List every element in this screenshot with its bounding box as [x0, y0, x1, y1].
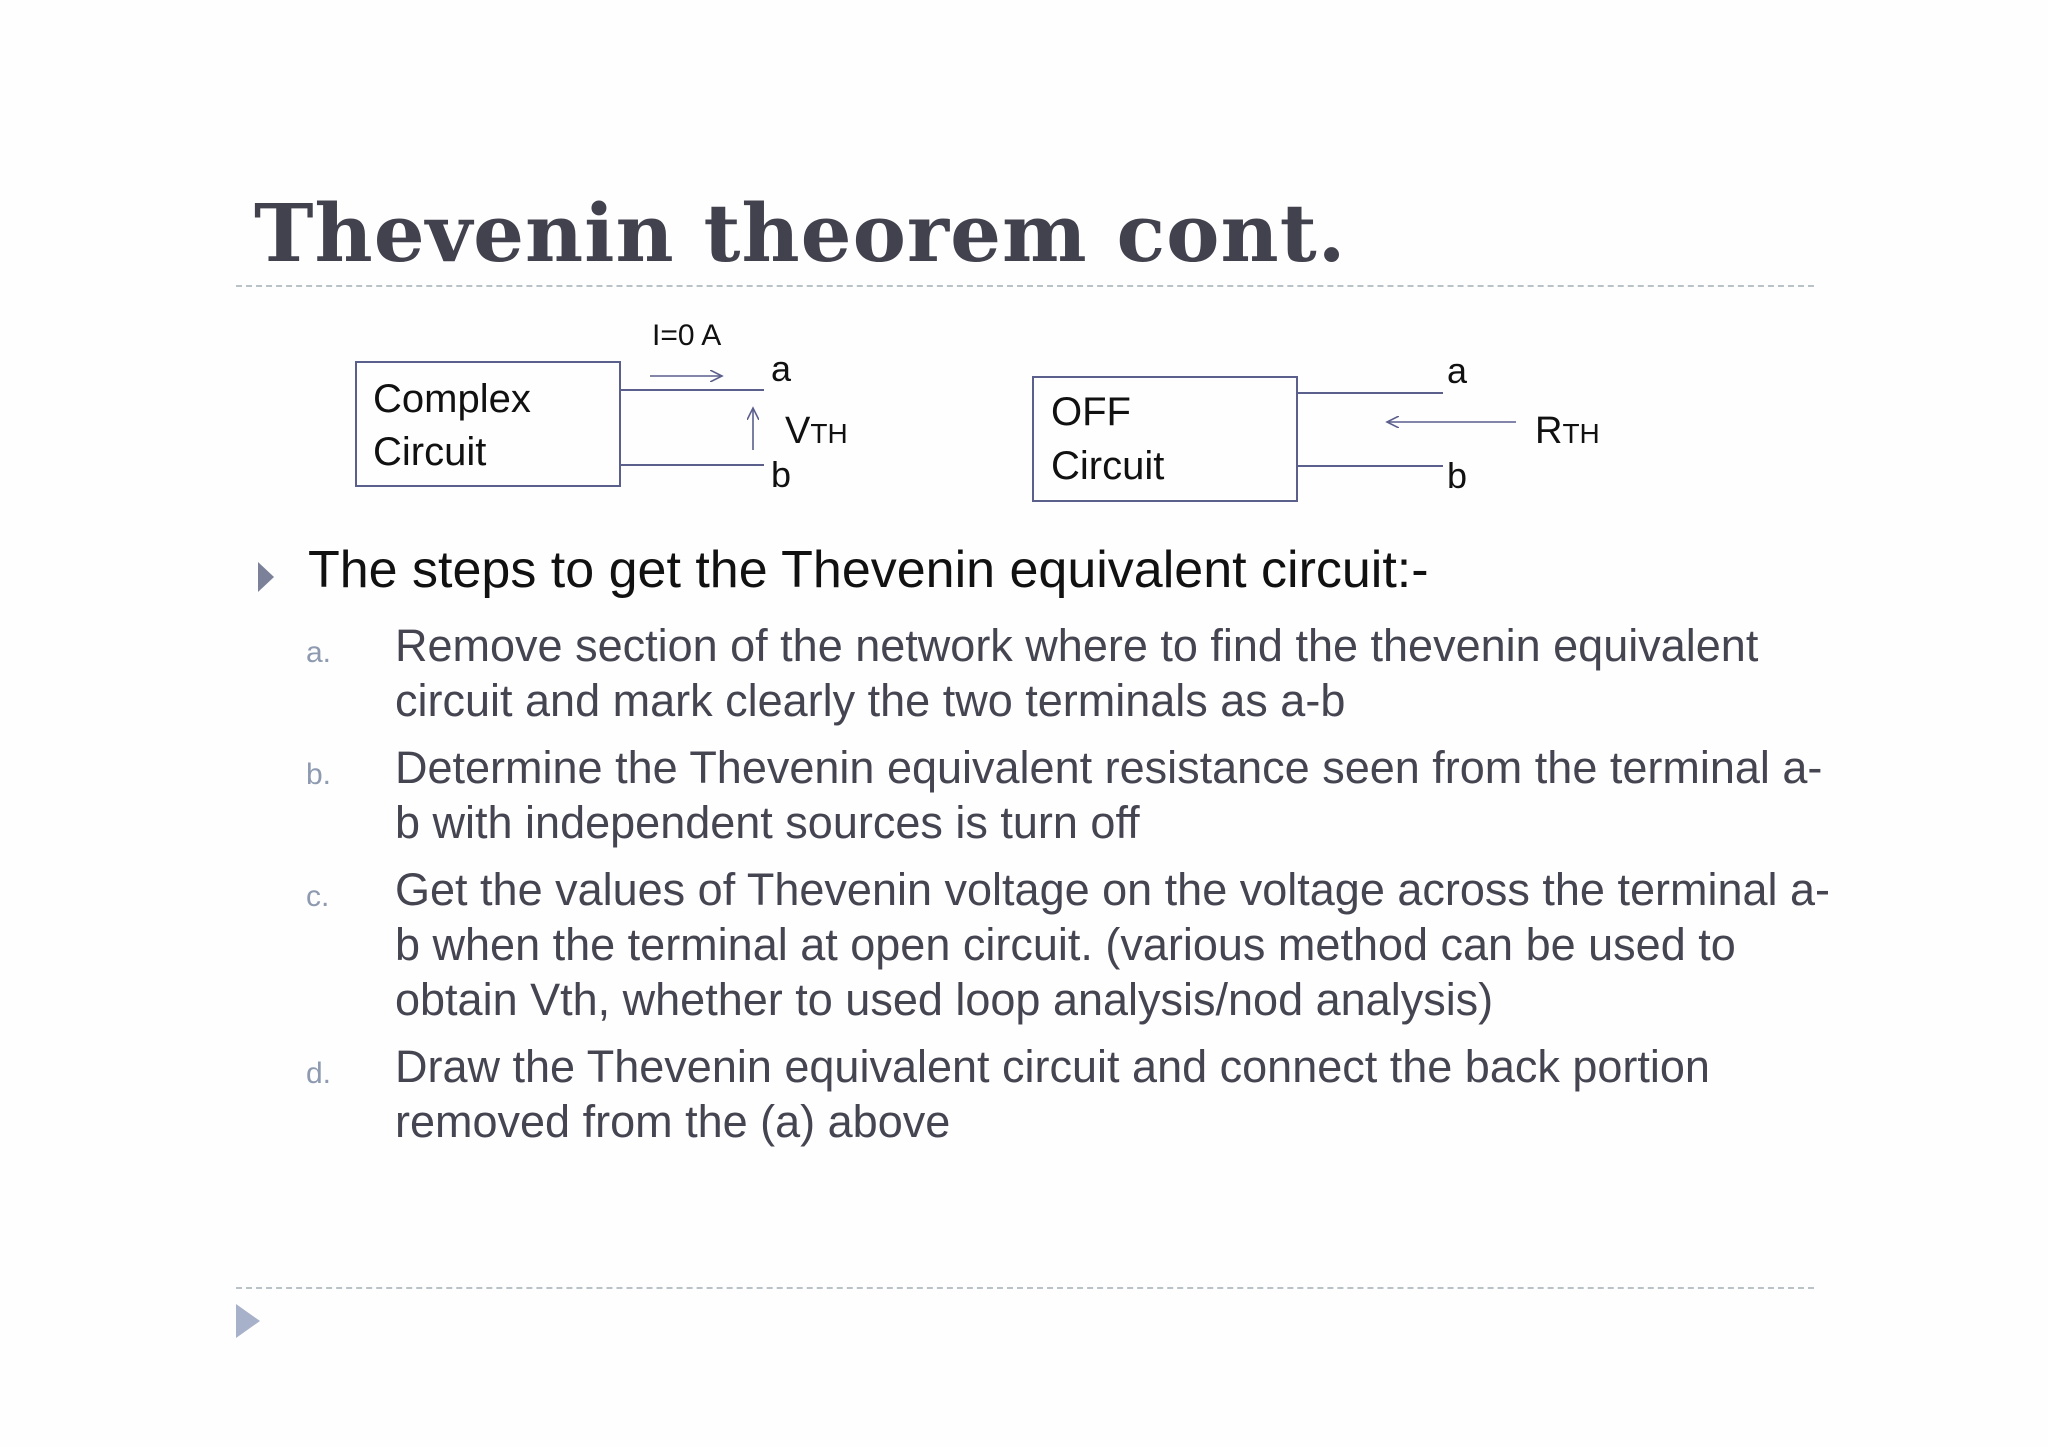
complex-circuit-label-line2: Circuit	[373, 430, 487, 474]
bullet-triangle-icon	[258, 562, 274, 592]
off-terminal-b-label: b	[1447, 455, 1468, 496]
voltage-label	[785, 410, 848, 452]
list-item	[300, 740, 1840, 850]
step-text: Get the values of Thevenin voltage on the voltage across the terminal a-b when the terminal at open circuit. (various method can be used to obtain Vth, whether to used loop analysis/nod analysis)	[395, 864, 1831, 1025]
terminal-a-label: a	[771, 348, 792, 389]
footer-divider	[236, 1287, 1814, 1289]
off-circuit-diagram	[1033, 350, 1600, 501]
step-letter: c.	[306, 880, 330, 913]
off-circuit-label-line1: OFF	[1051, 390, 1131, 434]
list-item	[300, 1039, 1840, 1149]
complex-circuit-diagram	[356, 319, 848, 495]
terminal-b-label: b	[771, 454, 792, 495]
slide-title: Thevenin theorem cont.	[254, 186, 1347, 280]
steps-list	[300, 618, 1840, 1161]
step-letter: d.	[306, 1057, 332, 1090]
resistance-label-sub: TH	[1562, 418, 1600, 449]
complex-circuit-label-line1: Complex	[373, 377, 531, 421]
step-text: Draw the Thevenin equivalent circuit and connect the back portion removed from the (a) above	[395, 1041, 1710, 1147]
step-letter: b.	[306, 758, 332, 791]
step-letter: a.	[306, 636, 332, 669]
current-label: I=0 A	[652, 319, 722, 352]
list-item	[300, 862, 1840, 1027]
step-text: Determine the Thevenin equivalent resistance seen from the terminal a-b with independent sources is turn off	[395, 742, 1823, 848]
thevenin-diagram	[0, 0, 2048, 560]
list-item	[300, 618, 1840, 728]
resistance-label	[1535, 410, 1600, 452]
bullet-heading: The steps to get the Thevenin equivalent circuit:-	[308, 541, 1429, 599]
voltage-label-main: V	[785, 410, 811, 452]
off-terminal-a-label: a	[1447, 350, 1468, 391]
voltage-label-sub: TH	[810, 418, 848, 449]
footer-triangle-icon	[236, 1304, 260, 1338]
step-text: Remove section of the network where to find the thevenin equivalent circuit and mark clearly the two terminals as a-b	[395, 620, 1759, 726]
resistance-label-main: R	[1535, 410, 1563, 452]
off-circuit-label-line2: Circuit	[1051, 444, 1165, 488]
